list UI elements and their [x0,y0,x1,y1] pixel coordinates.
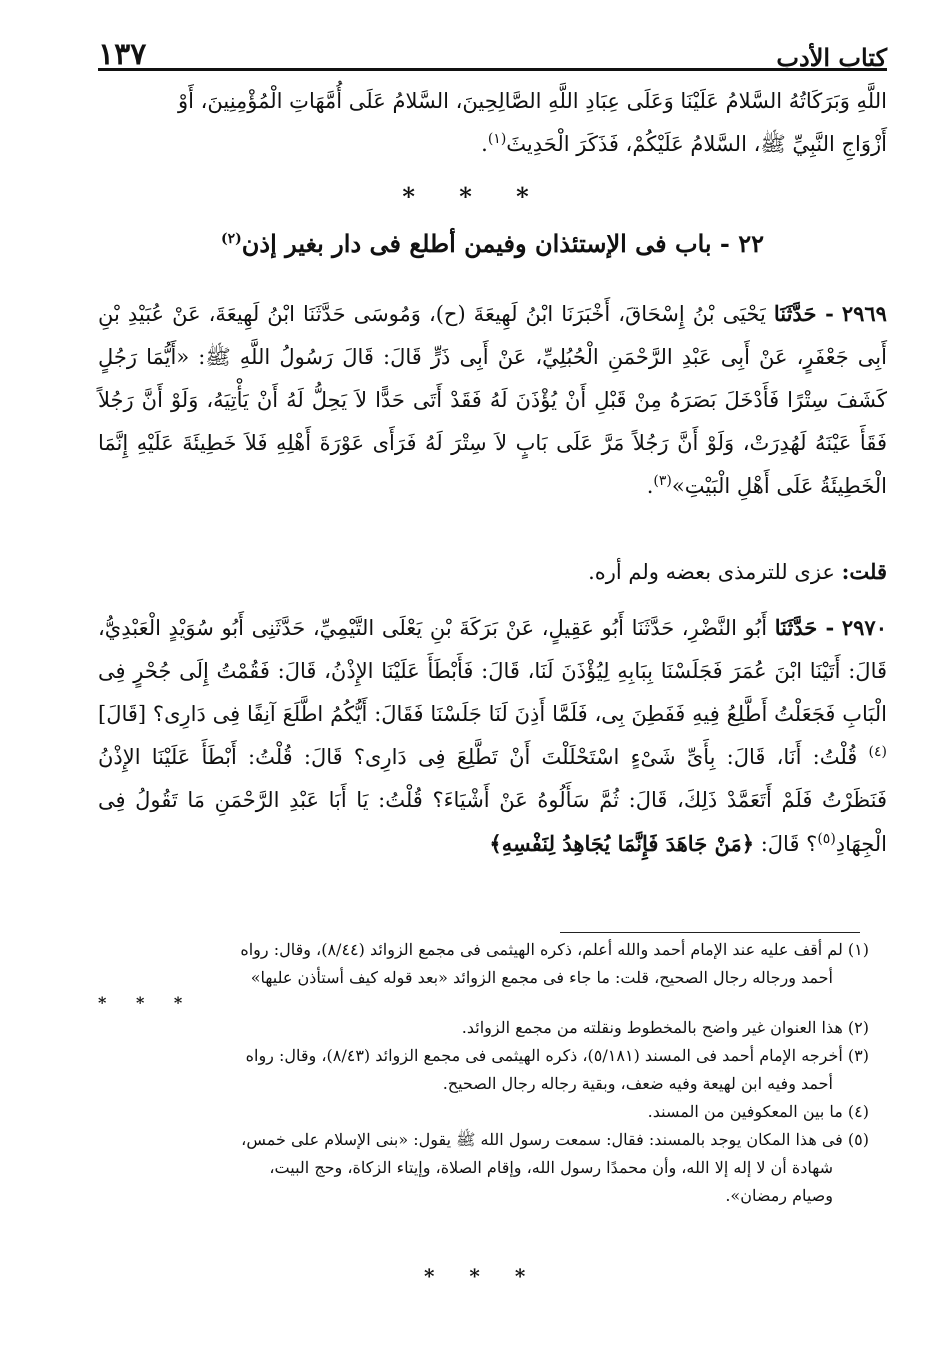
continuation-line-1: اللَّهِ وَبَرَكَاتُهُ السَّلامُ عَلَيْنَا وَعَلَى عِبَادِ اللَّهِ الصَّالِحِينَ، السَّلامُ عَلَى أُمَّهَاتِ الْمُؤْمِنِينَ، أَوْ [177,89,887,113]
footnote-5-line-3: وصيام رمضان». [725,1186,833,1205]
hadith-text-1: أَبُو النَّضْرِ، حَدَّثَنَا أَبُو عَقِيلٍ، عَنْ بَرَكَةَ بْنِ يَعْلَى التَّيْمِيِّ، حَدَّثَنِى أَبُو سُوَيْدٍ الْعَبْدِيُّ، قَالَ: أَتَيْنَا ابْنَ عُمَرَ فَجَلَسْنَا بِبَابِهِ لِيُؤْذَنَ لَنَا، قَالَ: فَأَبْطَأَ عَلَيْنَا الإِذْنُ، قَالَ: فَقُمْتُ إِلَى جُحْرٍ فِى الْبَابِ فَجَعَلْتُ أَطَّلِعُ فِيهِ فَفَطِنَ بِى، فَلَمَّا أَذِنَ لَنَا جَلَسْنَا فَقَالَ: أَيُّكُمُ اطَّلَعَ آنِفًا فِى دَارِى؟ [قَالَ] [98,616,887,726]
quran-verse: ﴿مَنْ جَاهَدَ فَإِنَّمَا يُجَاهِدُ لِنَفْسِهِ﴾ [489,831,755,856]
footnote-1-stars: * * * [98,993,195,1012]
footnote-ref-2: (٢) [220,231,242,247]
footnote-rule [560,932,860,933]
footnote-1-line-1: (١) لم أقف عليه عند الإمام أحمد والله أعلم، ذكره الهيثمى فى مجمع الزوائد (٨/٤٤)، وقال: رواه [240,940,869,959]
footnote-5-line-2: شهادة أن لا إله إلا الله، وأن محمدًا رسول الله، وإقام الصلاة، وإيتاء الزكاة، وحج البيت، [269,1158,833,1177]
hadith-text: يَحْيَى بْنُ إِسْحَاقَ، أَخْبَرَنَا ابْنُ لَهِيعَةَ (ح)، وَمُوسَى حَدَّثَنَا ابْنُ لَهِيعَةَ، عَنْ عُبَيْدِ بْنِ أَبِى جَعْفَرٍ، عَنْ أَبِى عَبْدِ الرَّحْمَنِ الْحُبُلِيِّ، عَنْ أَبِى ذَرٍّ قَالَ: قَالَ رَسُولُ اللَّهِ ﷺ: «أَيُّمَا رَجُلٍ كَشَفَ سِتْرًا فَأَدْخَلَ بَصَرَهُ مِنْ قَبْلِ أَنْ يُؤْذَنَ لَهُ فَقَدْ أَتَى حَدًّا لاَ يَحِلُّ لَهُ أَنْ يَأْتِيَهُ، وَلَوْ أَنَّ رَجُلاً فَقَأَ عَيْنَهُ لَهُدِرَتْ، وَلَوْ أَنَّ رَجُلاً مَرَّ عَلَى بَابٍ لاَ سِتْرَ لَهُ فَرَأَى عَوْرَةَ أَهْلِهِ فَلاَ خَطِيئَةَ عَلَيْهِ إِنَّمَا الْخَطِيئَةُ عَلَى أَهْلِ الْبَيْتِ» [98,302,887,498]
footnote-3-line-2: أحمد وفيه ابن لهيعة وفيه ضعف، وبقية رجاله رجال الصحيح. [442,1074,833,1093]
section-continuation [98,80,887,166]
hadith-2969 [98,292,887,508]
footnote-2: (٢) هذا العنوان غير واضح بالمخطوط ونقلته من مجمع الزوائد. [461,1018,869,1037]
footnote-5-line-1: (٥) فى هذا المكان يوجد بالمسند: فقال: سمعت رسول الله ﷺ يقول: «بنى الإسلام على خمس، [241,1130,869,1149]
footnotes [98,936,869,1210]
book-title: كتاب الأدب [776,43,887,72]
footnote-ref-3: (٣) [653,473,672,489]
note-text: عزى للترمذى بعضه ولم أره. [588,560,835,584]
page-number: ١٣٧ [98,37,147,72]
page-header [98,28,887,70]
footnote-ref-1: (١) [487,131,507,147]
hadith-number: ٢٩٦٩ [841,301,887,326]
hadith-lead: - حَدَّثَنَا [773,301,834,326]
footnote-3-line-1: (٣) أخرجه الإمام أحمد فى المسند (٥/١٨١)، ذكره الهيثمى فى مجمع الزوائد (٨/٤٣)، وقال: رواه [245,1046,869,1065]
hadith-text-3: ؟ قَالَ: [760,832,818,856]
bottom-stars: * * * [424,1264,540,1288]
header-rule [98,68,887,71]
separator-stars: * * * [402,182,547,211]
editor-note [98,550,887,594]
hadith-end: . [646,474,654,498]
continuation-line-2 [98,123,887,166]
footnote-1-line-2: أحمد ورجاله رجال الصحيح، قلت: ما جاء فى مجمع الزوائد «بعد قوله كيف أستأذن عليها» [250,968,833,987]
chapter-title: ٢٢ - باب فى الإستئذان وفيمن أطلع فى دار بغير إذن [241,229,765,258]
footnote-ref-4: (٤) [868,744,887,760]
hadith-number: ٢٩٧٠ [841,615,887,640]
footnote-ref-5: (٥) [817,831,836,847]
hadith-text-2: قُلْتُ: أَنَا، قَالَ: بِأَىِّ شَىْءٍ اسْتَحْلَلْتَ أَنْ تَطَّلِعَ فِى دَارِى؟ قَالَ: قُلْتُ: أَبْطَأَ عَلَيْنَا الإِذْنُ فَنَظَرْتُ فَلَمْ أَتَعَمَّدْ ذَلِكَ، قَالَ: ثُمَّ سَأَلُوهُ عَنْ أَشْيَاءَ؟ قُلْتُ: يَا أَبَا عَبْدِ الرَّحْمَنِ مَا تَقُولُ فِى الْجِهَادِ [98,745,887,856]
hadith-lead: - حَدَّثَنَا [774,615,835,640]
note-label: قلت: [841,559,887,584]
footnote-4: (٤) ما بين المعكوفين من المسند. [647,1102,869,1121]
hadith-2970 [98,606,887,866]
continuation-line-2-text: أَزْوَاجِ النَّبِيِّ ﷺ، السَّلامُ عَلَيْكُمْ، فَذَكَرَ الْحَدِيثَ [506,132,887,156]
continuation-end: . [481,132,488,156]
chapter-heading [98,226,887,262]
